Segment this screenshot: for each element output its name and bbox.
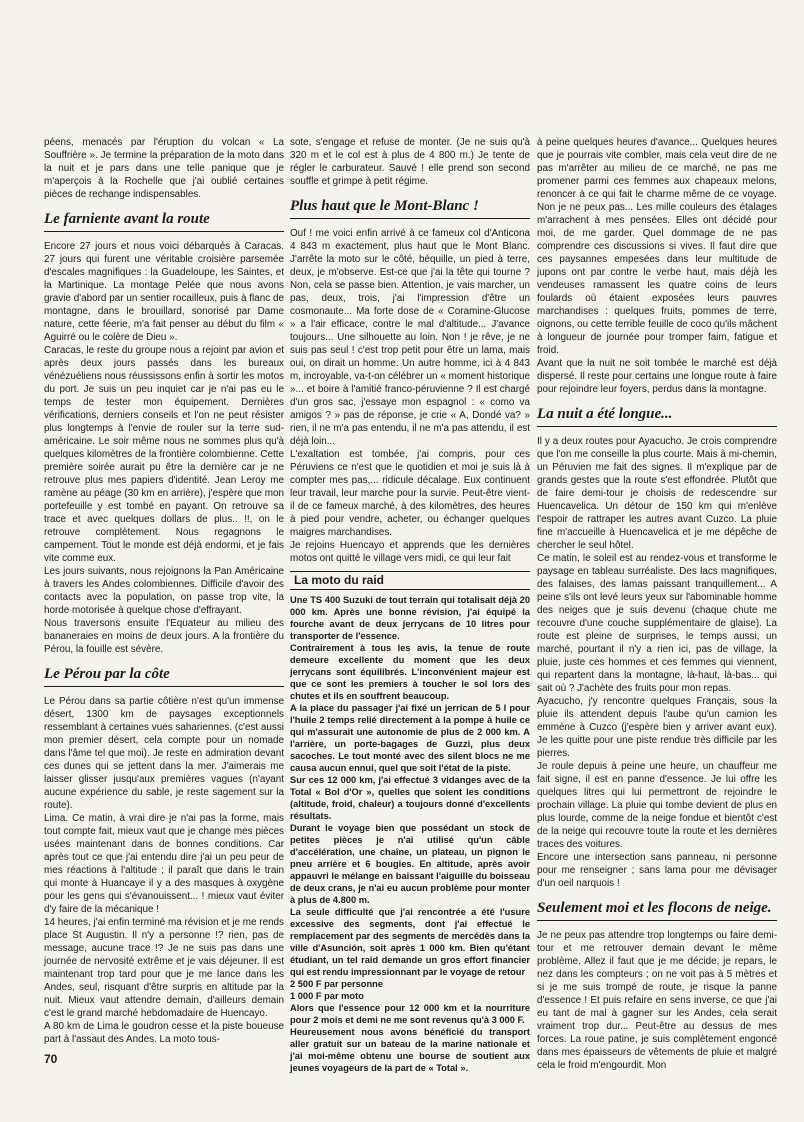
paragraph: sote, s'engage et refuse de monter. (Je ne suis qu'à 320 m et le col est à plus de 4 800 m.) Je tente de régler le carburateur. Sauvé ! elle prend son second souffle et grimpe à petit régime. bbox=[290, 137, 530, 187]
paragraph: Ce matin, le soleil est au rendez-vous et transforme le paysage en tableau surréaliste. Des lacs magnifiques, des falaises, des lamas paissant tranquillement... A peine s'ils ont levé leurs yeux sur l'abominable homme des neiges que je suis devenu (chaque chute me recouvre d'une couche supplémentaire de glaise). La route est pleine de surprises, le temps aussi, un marché, pourtant il n'y a rien ici, pas de village, la pluie, juste ces hommes et ces femmes qui viennent, qui repartent dans la montagne, là-haut, là-bas... qui sait où ? J'achète des fruits pour mon repas. bbox=[537, 553, 777, 694]
section-heading-nuit: La nuit a été longue... bbox=[537, 406, 777, 427]
paragraph: Lima. Ce matin, à vrai dire je n'ai pas la forme, mais tout compte fait, mieux vaut que je change mes pièces usées maintenant dans de bonnes conditions. Car après tout ce que j'ai entendu dire j'ai un peu peur de mes réactions à l'altitude ; il paraît que dans le train qui monte à Huancaye il y a des masques à oxygène pour les gens qui s'évanouissent... ! mieux vaut éviter d'y faire de la mécanique ! bbox=[44, 813, 284, 915]
column-1 bbox=[44, 136, 284, 1056]
paragraph: Avant que la nuit ne soit tombée le marché est déjà dispersé. Il reste pour certains une longue route à faire pour rejoindre leur foyers, perdus dans la montagne. bbox=[537, 358, 777, 395]
section-heading-mont-blanc: Plus haut que le Mont-Blanc ! bbox=[290, 198, 530, 219]
paragraph: Les jours suivants, nous rejoignons la Pan Américaine à travers les Andes colombiennes. Difficile d'avoir des contacts avec la population, on passe trop vite, la horde motorisée à quelque chose d'effrayant. bbox=[44, 566, 284, 616]
box-paragraph: A la place du passager j'ai fixé un jerrican de 5 l pour l'huile 2 temps relié directement à la pompe à huile ce qui m'assurait une autonomie de plus de 2 000 km. A l'arrière, un porte-bagages de Guzzi, plus deux sacoches. Le tout monté avec des silent blocs ne me causa aucun ennui, quel que soit l'état de la piste. bbox=[290, 703, 530, 773]
box-paragraph: Contrairement à tous les avis, la tenue de route demeure excellente du moment que les deux jerrycans sont équilibrés. L'inconvénient majeur est que ce sont les premiers à toucher le sol lors des chutes et ils en souffrent beaucoup. bbox=[290, 643, 530, 701]
paragraph: Je rejoins Huencayo et apprends que les dernières motos ont quitté le village vers midi, ce qui leur fait bbox=[290, 540, 530, 564]
column-3 bbox=[537, 136, 777, 1071]
paragraph: péens, menacés par l'éruption du volcan « La Souffrière ». Je termine la préparation de la moto dans la nuit et je pars dans une telle panique que je m'aperçois à la Rochelle que j'ai oublié certaines pièces de rechange indispensables. bbox=[44, 137, 284, 200]
paragraph: L'exaltation est tombée, j'ai compris, pour ces Péruviens ce n'est que le quotidien et moi je suis là à compter mes pas,... ridicule décalage. Eux continuent leur travail, leur marche pour la survie. Peut-être vient-il de ce fameux marché, à des kilomètres, des heures à pied pour vendre, acheter, ou échanger quelques maigres marchandises. bbox=[290, 449, 530, 538]
box-paragraph: La seule difficulté que j'ai rencontrée a été l'usure excessive des segments, dont j'ai effectué le remplacement par des segments de mercédès dans la ville d'Asunción, soit après 1 000 km. Bien qu'étant étudiant, un tel raid demande un gros effort financier qui est rendu impressionnant par le voyage de retour bbox=[290, 907, 530, 977]
paragraph: A 80 km de Lima le goudron cesse et la piste boueuse part à l'assaut des Andes. La moto tous- bbox=[44, 1021, 284, 1045]
paragraph: Encore 27 jours et nous voici débarqués à Caracas. 27 jours qui furent une véritable croisière parsemée d'escales magnifiques : la Guadeloupe, les Saintes, et la Martinique. La montage Pelée que nous avons gravie d'abord par un sentier rocailleux, puis à flanc de montagne, dans le brouillard, sonorisé par Dame nature, cette féerie, m'a fait penser au début du film « Aguirré ou le colère de Dieu ». bbox=[44, 241, 284, 343]
paragraph: Ouf ! me voici enfin arrivé à ce fameux col d'Anticona 4 843 m exactement, plus haut que le Mont Blanc. J'arrête la moto sur le côté, béquille, un pied à terre, deux, je m'observe. Est-ce que j'ai la tête qui tourne ? Non, cela se passe bien. Attention, je vais marcher, un pas, deux, trois, j'ai l'impression d'être un cosmonaute... Ma forte dose de « Coramine-Glucose » a l'air efficace, contre le mal d'altitude... J'avance toujours... Une silhouette au loin. Non ! je rêve, je ne suis pas seul ! c'est trop petit pour être un lama, mais oui, on dirait un homme. Un autre homme, ici à 4 843 m, incroyable, va-t-on célébrer un « moment historique »... et boire à l'amitié franco-péruvienne ? Il est chargé d'un gros sac, j'essaye mon espagnol : « como va amigos ? » pas de réponse, je crie « A, Dondé va? » rien, il ne m'a pas entendu, il ne m'a pas attendu, il est déjà loin... bbox=[290, 228, 530, 447]
paragraph: Caracas, le reste du groupe nous a rejoint par avion et après deux jours passés dans les bureaux vénézuéliens nous réussissons enfin à sortir les motos du port. Je suis un peu inquiet car je n'ai pas eu le temps de tester mon équipement. Dernières vérifications, derniers conseils et l'on ne peut résister plus longtemps à l'envie de rouler sur la terre sud-américaine. Le soir même nous ne sommes plus qu'à quelques kilomètres de la frontière colombienne. Cette première soirée aurait pu être la dernière car je ne retrouve plus mes papiers d'identité. Jean Leroy me ramène au péage (30 km en arrière), j'espère que mon portefeuille y est tombé en payant. On retrouve sa trace et avec quelques dollars de plus.. !!, on le retrouve complètement. Nous regagnons le campement. Tout le monde est déjà endormi, et je fais vite comme eux. bbox=[44, 345, 284, 564]
box-paragraph: 1 000 F par moto bbox=[290, 991, 364, 1001]
section-heading-farniente: Le farniente avant la route bbox=[44, 211, 284, 232]
paragraph: Je roule depuis à peine une heure, un chauffeur me fait signe, il est en panne d'essence. Je lui offre les quelques litres qui lui permettront de rejoindre le prochain village. La pluie qui tombe devient de plus en plus lourde, comme de la neige fondue et bientôt c'est de la neige qui recouvre toute la route et les dernières traces des voitures. bbox=[537, 761, 777, 850]
paragraph: Ayacucho, j'y rencontre quelques Français, sous la pluie ils attendent depuis l'aube qu'un camion les emmène à Cuzco (j'espère bien y arriver avant eux). Je les quitte pour une piste rendue très difficile par les pierres. bbox=[537, 696, 777, 759]
box-paragraph: Alors que l'essence pour 12 000 km et la nourriture pour 2 mois et demi ne me sont revenus qu'à 3 000 F. bbox=[290, 1003, 530, 1025]
paragraph: Encore une intersection sans panneau, ni personne pour me renseigner ; sans lama pour me dévisager d'un oeil narquois ! bbox=[537, 852, 777, 889]
page-number: 70 bbox=[44, 1052, 58, 1066]
box-paragraph: Heureusement nous avons bénéficié du transport aller gratuit sur un bateau de la marine nationale et j'ai moi-même obtenu une bourse de soutient aux jeunes voyageurs de la part de « Total ». bbox=[290, 1027, 530, 1073]
paragraph: Je ne peux pas attendre trop longtemps ou faire demi-tour et me retrouver demain devant le même problème. Allez il faut que je me décide, je repars, le nez dans les compteurs ; on ne voit pas à 5 mètres et si je me suis trompé de route, je risque la panne d'essence ! Et puis refaire en sens inverse, ce que j'ai eu tant de mal à gagner sur les Andes, cela serait vraiment trop dur... Peut-être au dessus de mes forces. La roue patine, je suis complètement engoncé dans mes épaisseurs de vêtements de pluie et malgré cela le froid m'engourdit. Mon bbox=[537, 930, 777, 1071]
sidebar-box-moto bbox=[290, 571, 530, 1074]
box-paragraph: Sur ces 12 000 km, j'ai effectué 3 vidanges avec de la Total « Bol d'Or », quelles que soient les conditions (altitude, froid, chaleur) a toujours donné d'excellents résultats. bbox=[290, 775, 530, 821]
box-paragraph: Durant le voyage bien que possédant un stock de petites pièces je n'ai utilisé qu'un câble d'accélération, une chaîne, un plateau, un pignon le pneu arrière et 6 bougies. En altitude, après avoir appauvri le mélange en baissant l'aiguille du boisseau de deux crans, je n'ai eu aucun problème pour monter à plus de 4.800 m. bbox=[290, 823, 530, 905]
paragraph: Il y a deux routes pour Ayacucho. Je crois comprendre que l'on me conseille la plus courte. Mais à mi-chemin, un Péruvien me fait des signes. Il m'explique par de grands gestes que la route s'est effondrée. Plutôt que de faire demi-tour je choisis de redescendre sur Huencavelica. Un détour de 150 km qui m'enlève l'espoir de rattraper les autres avant Cuzco. La pluie fine m'accueille à Huencavelica et je me dépêche de chercher le seul hôtel. bbox=[537, 436, 777, 551]
paragraph: à peine quelques heures d'avance... Quelques heures que je pourrais vite combler, mais cela veut dire de ne pas m'arrêter au milieu de ce marché, ne pas me promener parmi ces femmes aux chapeaux melons, renoncer à ce qui fait le charme même de ce voyage. Non je ne peux pas... Les mille couleurs des étalages m'arrachent à mes pensées. Elles ont décidé pour moi, de me garder. Quel dommage de ne pas comprendre ces discussions si vives. Il faut dire que ces paysannes empesées dans leur multitude de jupons ont par contre le verbe haut, mais déjà les vendeuses ramassent les quatre coins de leurs foulards où étaient exposées leurs pauvres marchandises : quelques fruits, pommes de terre, oignons, ou cette terrible feuille de coco qu'ils mâchent à longueur de journée pour tromper faim, fatigue et froid. bbox=[537, 137, 777, 356]
box-paragraph: 2 500 F par personne bbox=[290, 979, 384, 989]
column-2 bbox=[290, 136, 530, 1073]
paragraph: Le Pérou dans sa partie côtière n'est qu'un immense désert, 1300 km de paysages exceptionnels ressemblant à certaines vues sahariennes. (c'est aussi mon premier désert, cela compte pour un nomade dans l'âme tel que moi). Je reste en admiration devant ces dunes qui se jettent dans la mer. J'aimerais me laisser glisser jusqu'aux premières vagues (n'ayant aucune expérience du sable, je reste sagement sur la route). bbox=[44, 696, 284, 811]
paragraph: 14 heures, j'ai enfin terminé ma révision et je me rends place St Augustin. Il n'y a personne !? rien, pas de message, aucune trace !? Je ne suis pas dans une journée de nervosité extrême et je vais déjeuner. Il est maintenant trop tard pour que je me lance dans les Andes, seul, risquant d'être surpris en altitude par la nuit. Mieux vaut attendre demain, d'ailleurs demain c'est le grand marché hebdomadaire de Huencayo. bbox=[44, 917, 284, 1019]
section-heading-flocons: Seulement moi et les flocons de neige. bbox=[537, 900, 777, 921]
paragraph: Nous traversons ensuite l'Equateur au milieu des bananeraies en moins de deux jours. A la frontière du Pérou, la fouille est sévère. bbox=[44, 618, 284, 655]
section-heading-perou: Le Pérou par la côte bbox=[44, 666, 284, 687]
box-title: La moto du raid bbox=[290, 571, 530, 590]
box-paragraph: Une TS 400 Suzuki de tout terrain qui totalisait déjà 20 000 km. Après une bonne révision, j'ai équipé la fourche avant de deux jerrycans de 10 litres pour transporter de l'essence. bbox=[290, 595, 530, 641]
